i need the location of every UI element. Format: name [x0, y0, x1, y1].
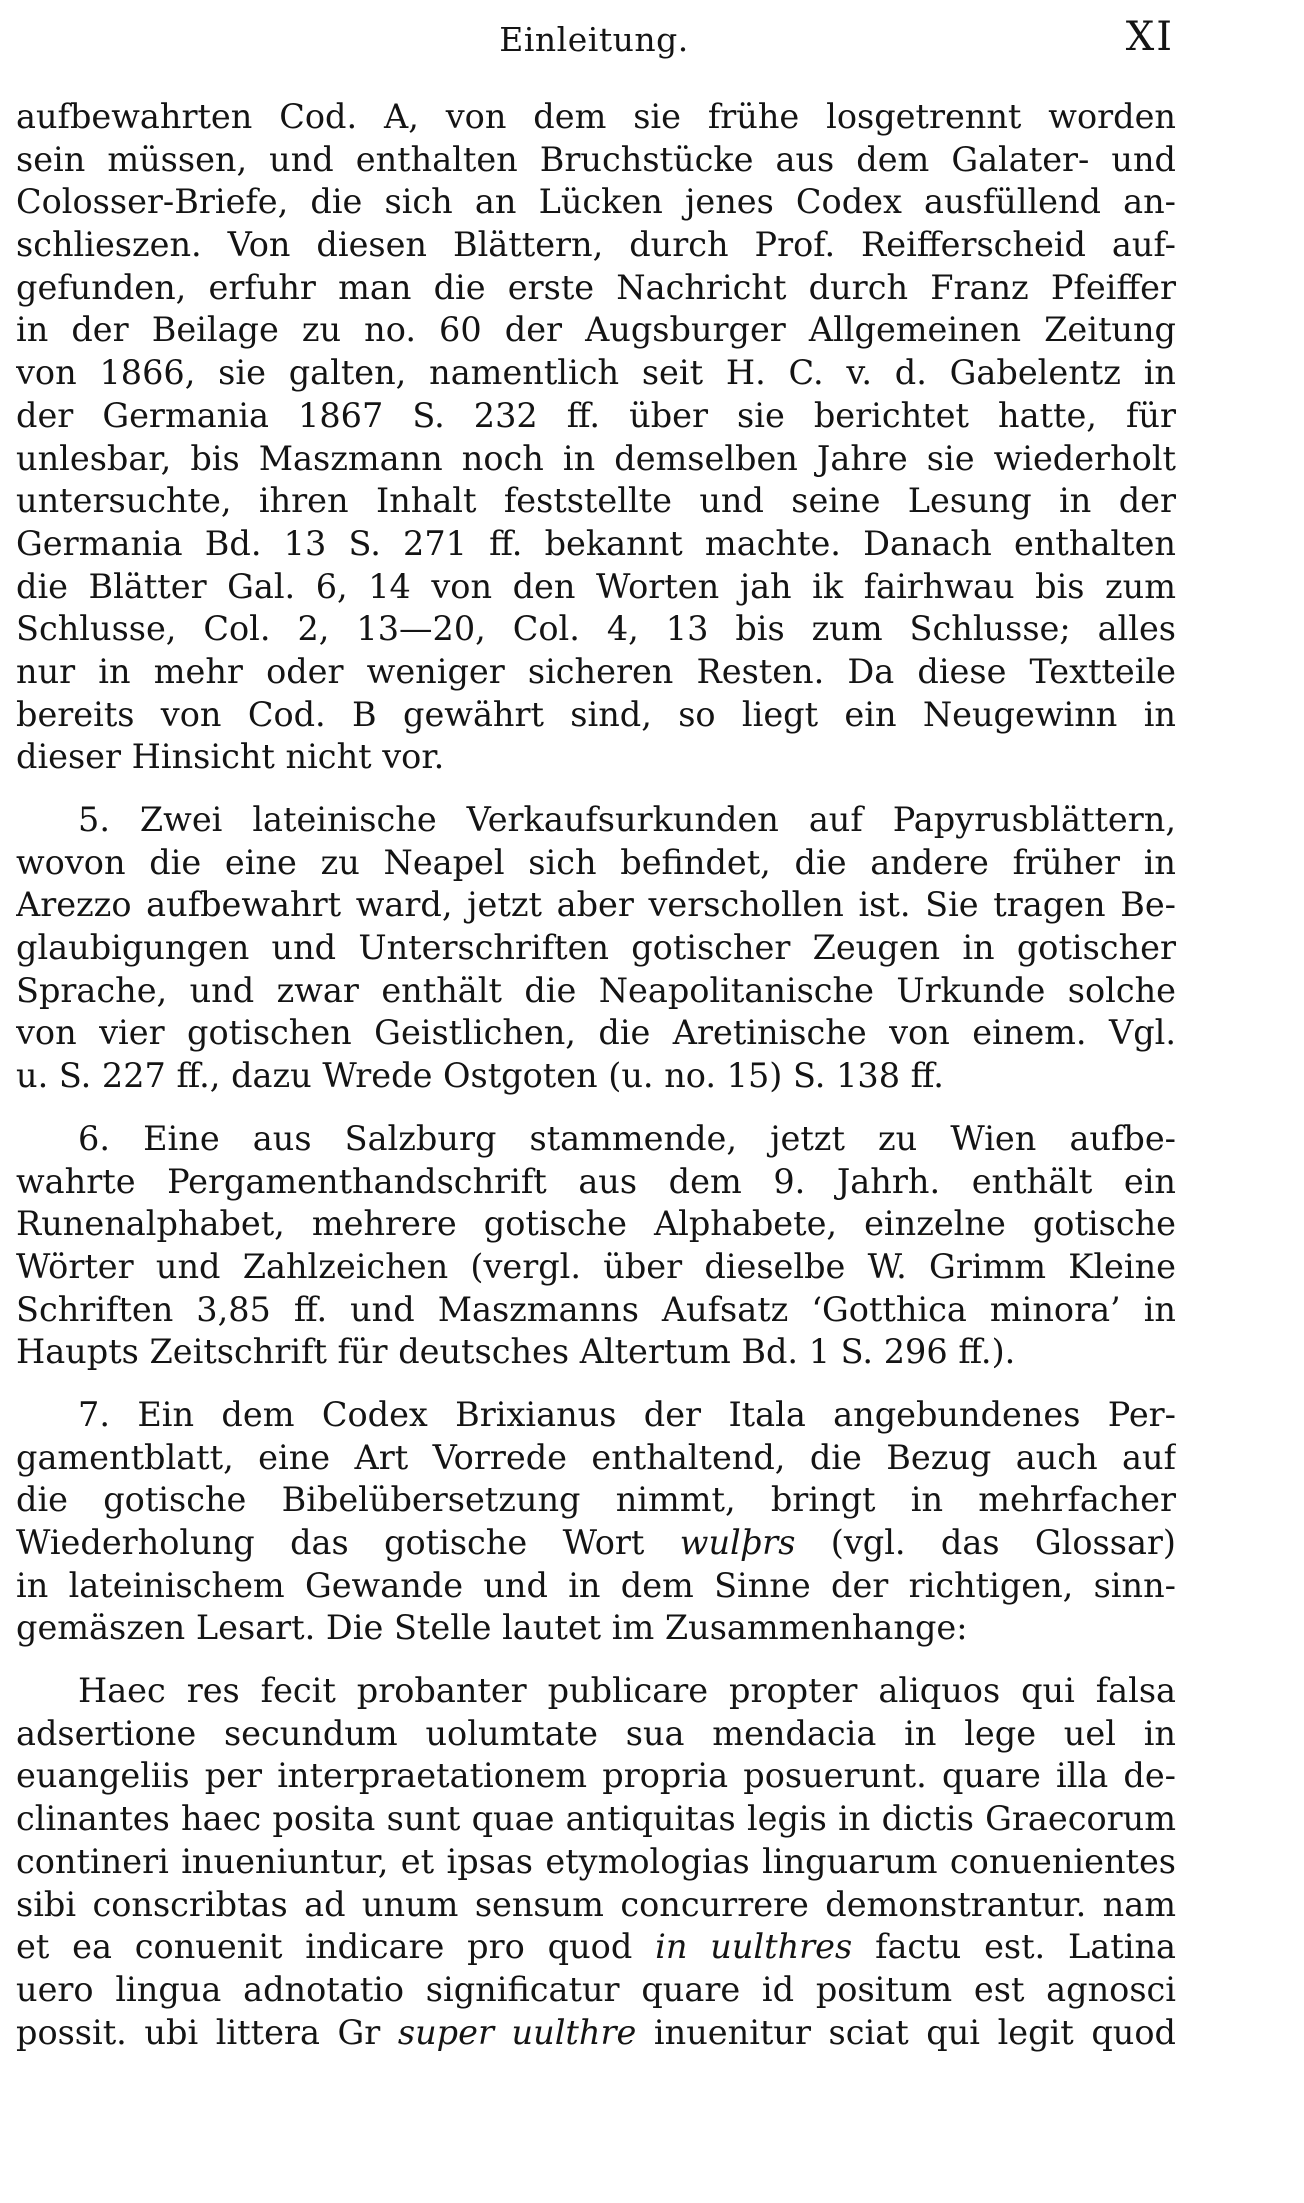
- text-line: der Germania 1867 S. 232 ff. über sie berichtet hatte, für: [16, 395, 1176, 435]
- text-line: sein müssen, und enthalten Bruchstücke aus dem Galater- und: [16, 139, 1176, 179]
- text-line: untersuchte, ihren Inhalt feststellte und seine Lesung in der: [16, 481, 1176, 521]
- text-line: die Blätter Gal. 6, 14 von den Worten jah ik fairhwau bis zum: [16, 566, 1176, 606]
- text-line: von 1866, sie galten, namentlich seit H. C. v. d. Gabelentz in: [16, 353, 1176, 393]
- text-line: Germania Bd. 13 S. 271 ff. bekannt machte. Danach enthalten: [16, 523, 1176, 563]
- text-line: wahrte Pergamenthandschrift aus dem 9. Jahrh. enthält ein: [16, 1161, 1176, 1201]
- text-line: die gotische Bibelübersetzung nimmt, bringt in mehrfacher: [16, 1480, 1176, 1520]
- text-line: Runenalphabet, mehrere gotische Alphabete, einzelne gotische: [16, 1204, 1176, 1244]
- page-number: XI: [1125, 14, 1174, 60]
- text-line: nur in mehr oder weniger sicheren Resten. Da diese Textteile: [16, 651, 1176, 691]
- paragraph-p6: [16, 1118, 1176, 1374]
- latin-word: in uulthres: [655, 1927, 853, 1967]
- text-line: glaubigungen und Unterschriften gotischer Zeugen in gotischer: [16, 928, 1176, 968]
- text-line: 7. Ein dem Codex Brixianus der Itala angebundenes Per-: [78, 1394, 1176, 1434]
- text-line: u. S. 227 ff., dazu Wrede Ostgoten (u. no. 15) S. 138 ff.: [16, 1056, 944, 1096]
- latin-quotation: [16, 1670, 1176, 2054]
- text-line: aufbewahrten Cod. A, von dem sie frühe losgetrennt worden: [16, 97, 1176, 136]
- text-line: clinantes haec posita sunt quae antiquitas legis in dictis Graecorum: [16, 1799, 1176, 1839]
- paragraph-p5: [16, 799, 1176, 1098]
- text-line: Arezzo aufbewahrt ward, jetzt aber verschollen ist. Sie tragen Be-: [16, 885, 1176, 925]
- text-line: bereits von Cod. B gewährt sind, so liegt ein Neugewinn in: [16, 694, 1176, 734]
- latin-word: super uulthre: [397, 2012, 637, 2052]
- paragraph-p-cont: [16, 96, 1176, 779]
- text-line: 5. Zwei lateinische Verkaufsurkunden auf Papyrusblättern,: [78, 800, 1176, 839]
- text-line: et ea conuenit indicare pro quod in uulthres factu est. Latina: [16, 1927, 1176, 1967]
- text-line: in lateinischem Gewande und in dem Sinne der richtigen, sinn-: [16, 1565, 1176, 1605]
- text-line: sibi conscribtas ad unum sensum concurrere demonstrantur. nam: [16, 1884, 1176, 1924]
- text-line: dieser Hinsicht nicht vor.: [16, 737, 445, 777]
- page-header: [14, 14, 1174, 74]
- text-line: schlieszen. Von diesen Blättern, durch Prof. Reifferscheid auf-: [16, 225, 1176, 265]
- running-head: Einleitung.: [499, 20, 689, 59]
- text-line: Wörter und Zahlzeichen (vergl. über dieselbe W. Grimm Kleine: [16, 1246, 1176, 1286]
- text-line: contineri inueniuntur, et ipsas etymologias linguarum conuenientes: [16, 1841, 1176, 1881]
- text-line: gamentblatt, eine Art Vorrede enthaltend, die Bezug auch auf: [16, 1437, 1176, 1477]
- text-line: adsertione secundum uolumtate sua mendacia in lege uel in: [16, 1713, 1176, 1753]
- paragraphs: [16, 96, 1176, 1522]
- page-body: [16, 96, 1176, 2054]
- text-line: gemäszen Lesart. Die Stelle lautet im Zusammenhange:: [16, 1608, 968, 1648]
- text-line: unlesbar, bis Maszmann noch in demselben Jahre sie wiederholt: [16, 438, 1176, 478]
- text-line: von vier gotischen Geistlichen, die Aretinische von einem. Vgl.: [16, 1013, 1176, 1053]
- paragraph-7-continued: [16, 1522, 1176, 1650]
- text-line: Sprache, und zwar enthält die Neapolitanische Urkunde solche: [16, 970, 1176, 1010]
- text-line: Schriften 3,85 ff. und Maszmanns Aufsatz ‘Gotthica minora’ in: [16, 1289, 1176, 1329]
- text-line: Schlusse, Col. 2, 13—20, Col. 4, 13 bis zum Schlusse; alles: [16, 609, 1176, 649]
- text-line: Colosser-Briefe, die sich an Lücken jenes Codex ausfüllend an-: [16, 182, 1176, 222]
- paragraph-p7: [16, 1394, 1176, 1522]
- text-line: wovon die eine zu Neapel sich befindet, die andere früher in: [16, 842, 1176, 882]
- text-line: Haupts Zeitschrift für deutsches Altertum Bd. 1 S. 296 ff.).: [16, 1332, 1016, 1372]
- text-line: gefunden, erfuhr man die erste Nachricht durch Franz Pfeiffer: [16, 267, 1176, 307]
- text-line: 6. Eine aus Salzburg stammende, jetzt zu Wien aufbe-: [78, 1118, 1176, 1158]
- text-line: Wiederholung das gotische Wort wulþrs (vgl. das Glossar): [16, 1523, 1176, 1562]
- gothic-word: wulþrs: [679, 1523, 796, 1562]
- text-line: euangeliis per interpraetationem propria posuerunt. quare illa de-: [16, 1756, 1176, 1796]
- text-line: possit. ubi littera Gr super uulthre inuenitur sciat qui legit quod: [16, 2012, 1176, 2052]
- text-line: Haec res fecit probanter publicare propter aliquos qui falsa: [78, 1671, 1176, 1711]
- text-line: in der Beilage zu no. 60 der Augsburger Allgemeinen Zeitung: [16, 310, 1176, 350]
- text-line: uero lingua adnotatio significatur quare id positum est agnosci: [16, 1969, 1176, 2009]
